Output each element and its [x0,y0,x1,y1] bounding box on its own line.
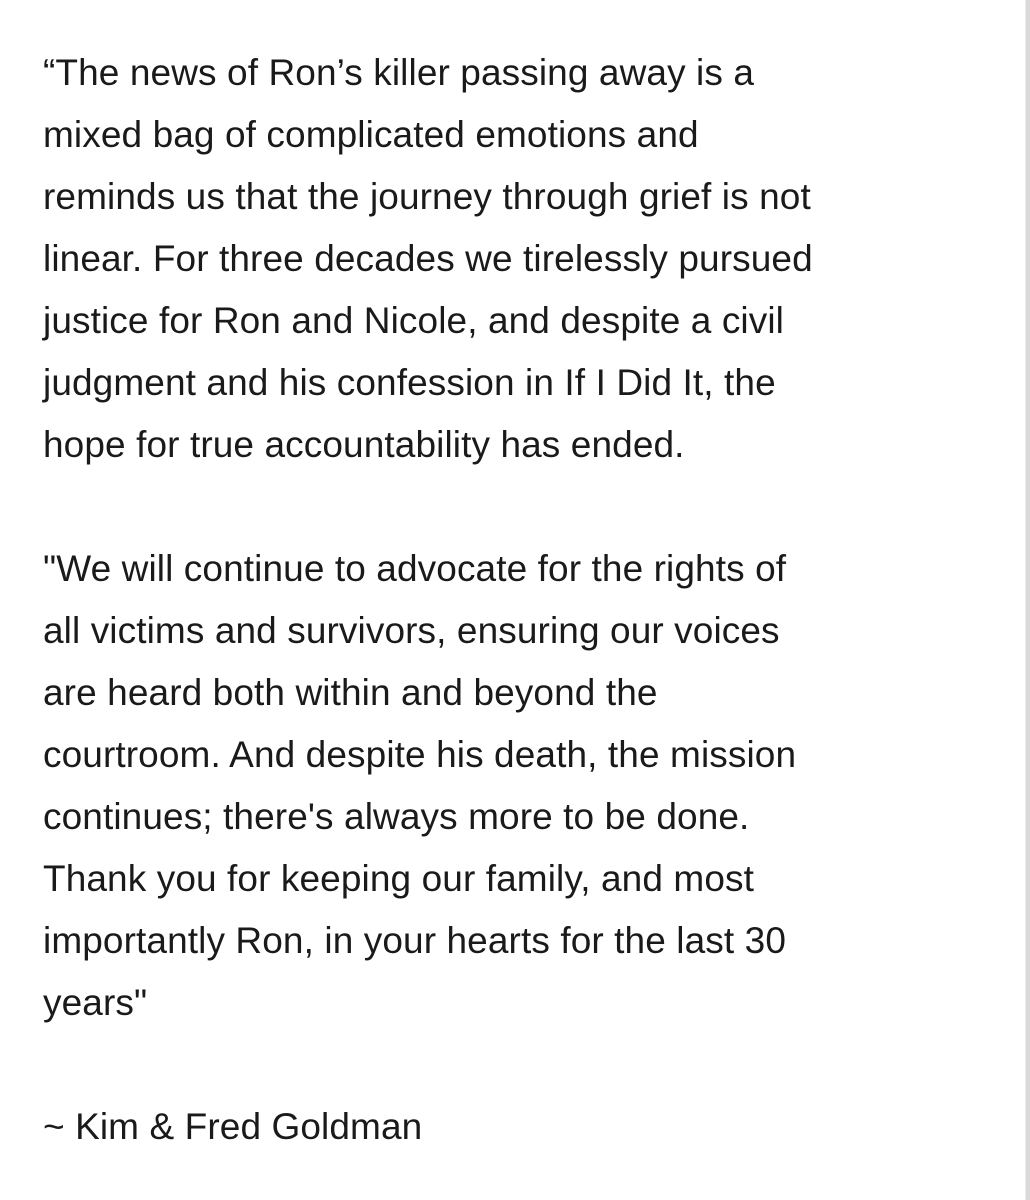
text-line: are heard both within and beyond the [43,672,658,713]
text-line: justice for Ron and Nicole, and despite a civil [43,300,784,341]
text-line: importantly Ron, in your hearts for the last 30 [43,920,787,961]
text-line: “The news of Ron’s killer passing away is a [43,52,755,93]
text-line: linear. For three decades we tirelessly pursued [43,238,813,279]
signature: ~ Kim & Fred Goldman [43,1106,423,1147]
text-line: courtroom. And despite his death, the mission [43,734,797,775]
paragraph-gap [43,1034,1018,1096]
statement-text [43,42,1018,1158]
paragraph-first [43,42,1018,476]
paragraph-gap [43,476,1018,538]
page-edge [1026,0,1030,1200]
text-line: reminds us that the journey through grief is not [43,176,811,217]
paragraph-second [43,538,1018,1034]
text-line: mixed bag of complicated emotions and [43,114,699,155]
text-line: hope for true accountability has ended. [43,424,685,465]
text-line: Thank you for keeping our family, and most [43,858,754,899]
text-line: continues; there's always more to be done. [43,796,750,837]
text-line: years" [43,982,148,1023]
text-line: judgment and his confession in If I Did It, the [43,362,776,403]
text-line: "We will continue to advocate for the rights of [43,548,787,589]
text-line: all victims and survivors, ensuring our voices [43,610,780,651]
